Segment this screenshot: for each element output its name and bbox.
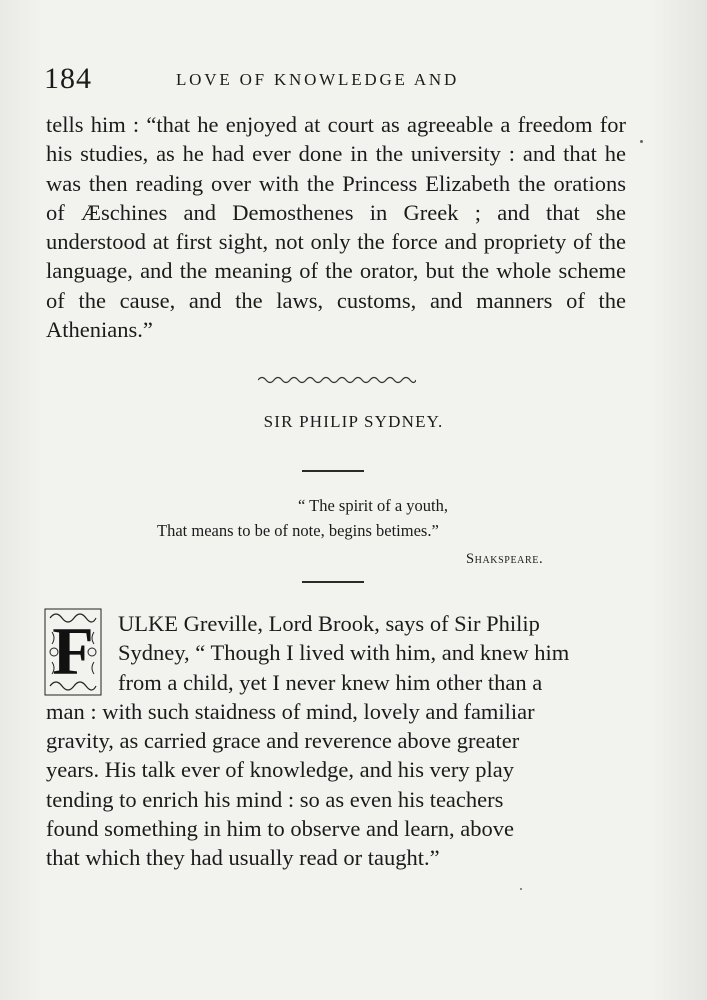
text-line: Sydney, “ Though I lived with him, and knew him <box>118 640 570 666</box>
page-number: 184 <box>44 62 92 95</box>
section-title: SIR PHILIP SYDNEY. <box>263 412 444 431</box>
text-line: tending to enrich his mind : so as even his teachers <box>46 786 504 812</box>
paragraph-greville-quote <box>46 609 626 873</box>
dropcap-letter: F <box>52 613 94 689</box>
rule-above-epigraph <box>302 470 364 472</box>
text-line: man : with such staidness of mind, lovely and familiar <box>46 698 535 724</box>
epigraph-line-1: “ The spirit of a youth, <box>298 496 448 515</box>
epigraph-author-text: Shakspeare. <box>466 551 544 567</box>
epigraph-author <box>466 551 543 568</box>
ink-speck <box>520 888 522 890</box>
epigraph-line-2: That means to be of note, begins betimes.” <box>157 521 439 540</box>
paragraph-ascham-letter: tells him : “that he enjoyed at court as agreeable a freedom for his studies, as he had ever done in the university : and that he was then reading over with the Princess Elizabeth the orations of Æschines and Demosthenes in Greek ; and that she understood at first sight, not only the force and propriety of the language, and the meaning of the orator, but the whole scheme of the cause, and the laws, customs, and manners of the Athenians.” <box>46 112 626 343</box>
wavy-ornament-divider <box>258 374 416 386</box>
text-line: that which they had usually read or taught.” <box>46 845 440 871</box>
rule-below-epigraph <box>302 581 364 583</box>
text-line: found something in him to observe and learn, above <box>46 816 515 842</box>
text-line: from a child, yet I never knew him other than a <box>118 669 543 695</box>
running-title: LOVE OF KNOWLEDGE AND <box>176 70 460 89</box>
page-header <box>44 62 624 102</box>
text-line: ULKE Greville, Lord Brook, says of Sir Philip <box>118 611 540 636</box>
ink-speck <box>640 140 643 143</box>
text-line: gravity, as carried grace and reverence above greater <box>46 728 520 754</box>
text-line: years. His talk ever of knowledge, and his very play <box>46 757 514 783</box>
